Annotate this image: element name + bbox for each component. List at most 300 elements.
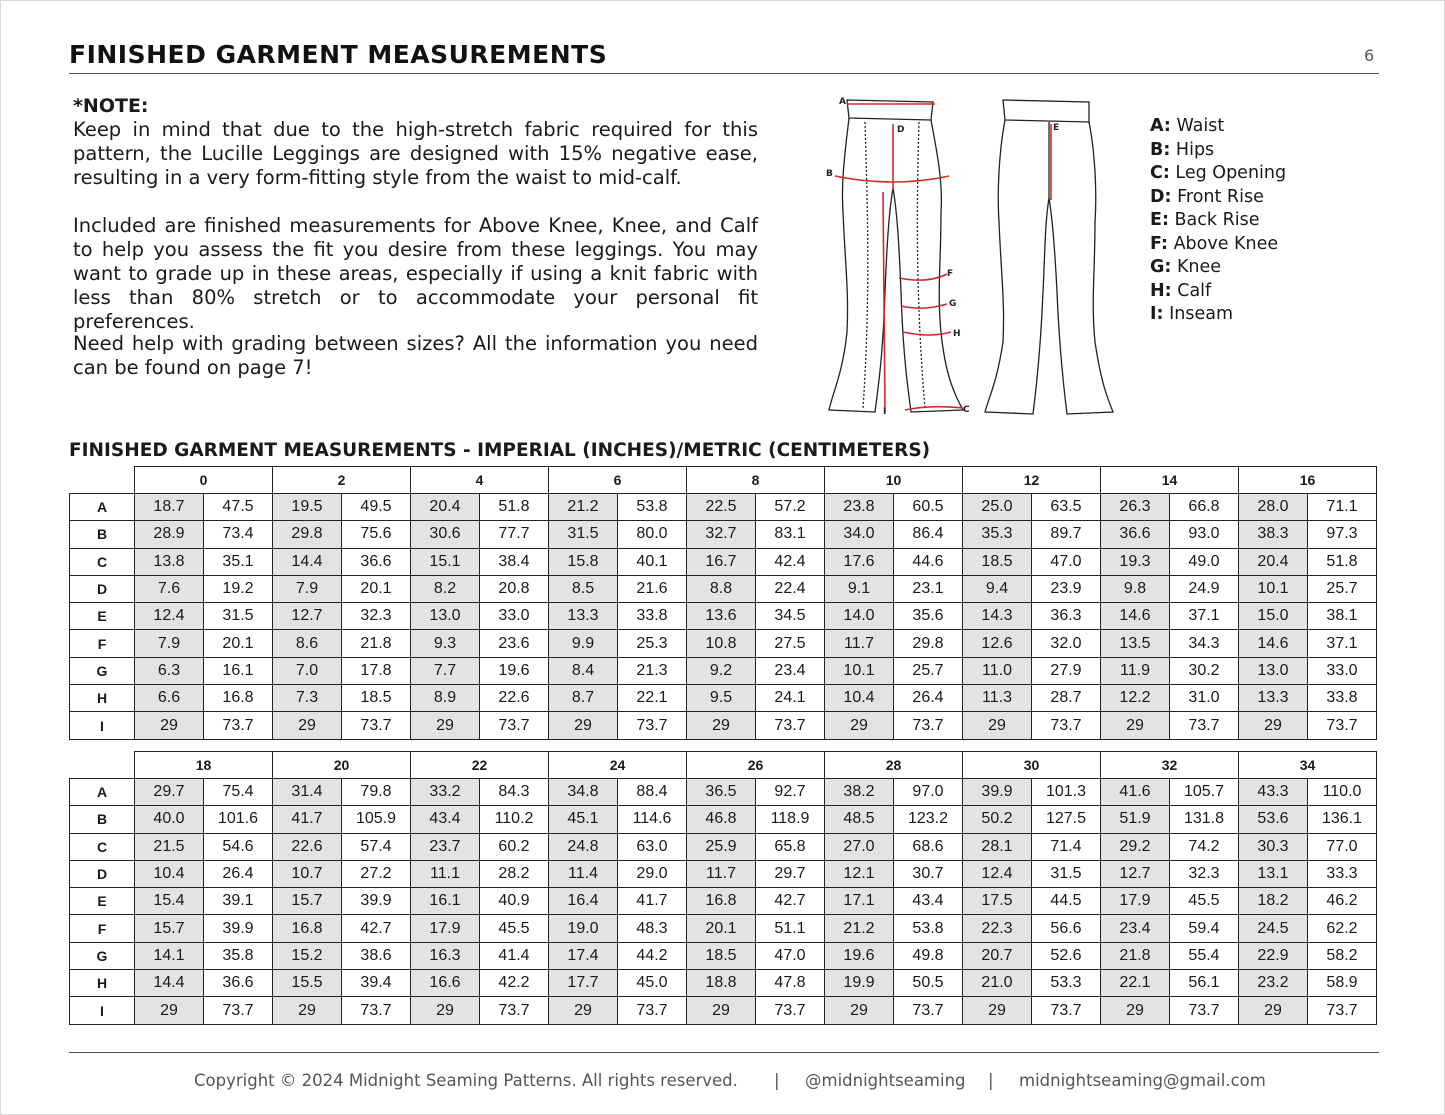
inch-cell: 15.5: [273, 970, 342, 997]
cm-cell: 38.6: [342, 942, 411, 969]
cm-cell: 33.8: [618, 603, 687, 630]
cm-cell: 40.9: [480, 888, 549, 915]
cm-cell: 118.9: [756, 806, 825, 833]
legend-key: E:: [1150, 210, 1169, 230]
cm-cell: 49.8: [894, 942, 963, 969]
legend-label: Hips: [1175, 139, 1215, 160]
note-heading: *NOTE:: [73, 95, 149, 117]
cm-cell: 51.1: [756, 915, 825, 942]
inch-cell: 22.1: [1101, 970, 1170, 997]
cm-cell: 57.4: [342, 833, 411, 860]
diagram-label-e: E: [1053, 123, 1060, 133]
cm-cell: 73.7: [1170, 997, 1239, 1024]
inch-cell: 6.6: [135, 685, 204, 712]
cm-cell: 25.3: [618, 630, 687, 657]
diagram-label-f: F: [947, 269, 954, 279]
inch-cell: 29: [273, 712, 342, 739]
inch-cell: 21.8: [1101, 942, 1170, 969]
inch-cell: 19.0: [549, 915, 618, 942]
cm-cell: 21.6: [618, 575, 687, 602]
cm-cell: 73.7: [618, 997, 687, 1024]
table-row: [70, 548, 1377, 575]
inch-cell: 13.1: [1239, 860, 1308, 887]
row-label: H: [70, 970, 135, 997]
cm-cell: 62.2: [1308, 915, 1377, 942]
cm-cell: 36.3: [1032, 603, 1101, 630]
inch-cell: 23.7: [411, 833, 480, 860]
table-row: [70, 685, 1377, 712]
inch-cell: 29.8: [273, 521, 342, 548]
cm-cell: 73.7: [1308, 712, 1377, 739]
cm-cell: 20.1: [342, 575, 411, 602]
cm-cell: 47.0: [756, 942, 825, 969]
inch-cell: 10.8: [687, 630, 756, 657]
table-row: [70, 521, 1377, 548]
row-label: H: [70, 685, 135, 712]
cm-cell: 27.9: [1032, 657, 1101, 684]
size-header: 12: [963, 467, 1101, 494]
cm-cell: 38.1: [1308, 603, 1377, 630]
inch-cell: 14.6: [1239, 630, 1308, 657]
cm-cell: 56.6: [1032, 915, 1101, 942]
inch-cell: 17.1: [825, 888, 894, 915]
cm-cell: 40.1: [618, 548, 687, 575]
cm-cell: 136.1: [1308, 806, 1377, 833]
inch-cell: 28.9: [135, 521, 204, 548]
inch-cell: 43.3: [1239, 779, 1308, 806]
page-title: FINISHED GARMENT MEASUREMENTS: [69, 40, 608, 69]
cm-cell: 83.1: [756, 521, 825, 548]
inch-cell: 11.3: [963, 685, 1032, 712]
inch-cell: 31.4: [273, 779, 342, 806]
inch-cell: 14.1: [135, 942, 204, 969]
inch-cell: 32.7: [687, 521, 756, 548]
inch-cell: 18.8: [687, 970, 756, 997]
legend-key: C:: [1150, 163, 1170, 183]
cm-cell: 23.9: [1032, 575, 1101, 602]
diagram-label-c: C: [963, 405, 970, 415]
cm-cell: 42.2: [480, 970, 549, 997]
cm-cell: 19.6: [480, 657, 549, 684]
row-label: A: [70, 779, 135, 806]
size-header: 30: [963, 752, 1101, 779]
cm-cell: 23.6: [480, 630, 549, 657]
table-row: [70, 779, 1377, 806]
legend-item: [1150, 139, 1286, 163]
cm-cell: 97.3: [1308, 521, 1377, 548]
cm-cell: 53.3: [1032, 970, 1101, 997]
inch-cell: 29: [549, 997, 618, 1024]
inch-cell: 16.1: [411, 888, 480, 915]
inch-cell: 50.2: [963, 806, 1032, 833]
back-waistband: [1003, 100, 1089, 122]
table-row: [70, 630, 1377, 657]
row-label: C: [70, 548, 135, 575]
cm-cell: 31.5: [204, 603, 273, 630]
legend-item: [1150, 186, 1286, 210]
inch-cell: 29: [1239, 997, 1308, 1024]
footer-copyright: Copyright © 2024 Midnight Seaming Patterns. All rights reserved.: [194, 1071, 738, 1090]
inch-cell: 29: [411, 712, 480, 739]
cm-cell: 88.4: [618, 779, 687, 806]
cm-cell: 34.3: [1170, 630, 1239, 657]
table-row: [70, 915, 1377, 942]
size-header: 18: [135, 752, 273, 779]
inch-cell: 41.6: [1101, 779, 1170, 806]
inch-cell: 25.0: [963, 494, 1032, 521]
table-row: [70, 657, 1377, 684]
inch-cell: 29: [963, 712, 1032, 739]
inch-cell: 36.5: [687, 779, 756, 806]
legend-key: G:: [1150, 257, 1172, 277]
inch-cell: 22.3: [963, 915, 1032, 942]
cm-cell: 42.4: [756, 548, 825, 575]
row-label: B: [70, 521, 135, 548]
cm-cell: 73.4: [204, 521, 273, 548]
inch-cell: 26.3: [1101, 494, 1170, 521]
cm-cell: 73.7: [756, 997, 825, 1024]
inch-cell: 29: [135, 712, 204, 739]
cm-cell: 75.6: [342, 521, 411, 548]
cm-cell: 30.7: [894, 860, 963, 887]
legend-item: [1150, 233, 1286, 257]
inch-cell: 33.2: [411, 779, 480, 806]
cm-cell: 68.6: [894, 833, 963, 860]
cm-cell: 26.4: [894, 685, 963, 712]
inch-cell: 10.7: [273, 860, 342, 887]
inch-cell: 15.7: [273, 888, 342, 915]
size-header: 0: [135, 467, 273, 494]
inch-cell: 41.7: [273, 806, 342, 833]
inch-cell: 16.8: [273, 915, 342, 942]
cm-cell: 53.8: [894, 915, 963, 942]
cm-cell: 24.1: [756, 685, 825, 712]
cm-cell: 56.1: [1170, 970, 1239, 997]
inch-cell: 14.6: [1101, 603, 1170, 630]
inch-cell: 8.5: [549, 575, 618, 602]
row-label: D: [70, 575, 135, 602]
size-header: 4: [411, 467, 549, 494]
inch-cell: 29: [411, 997, 480, 1024]
cm-cell: 22.4: [756, 575, 825, 602]
inch-cell: 19.5: [273, 494, 342, 521]
inch-cell: 51.9: [1101, 806, 1170, 833]
title-divider: [69, 73, 1379, 74]
cm-cell: 46.2: [1308, 888, 1377, 915]
cm-cell: 25.7: [894, 657, 963, 684]
cm-cell: 31.5: [1032, 860, 1101, 887]
cm-cell: 80.0: [618, 521, 687, 548]
inch-cell: 12.4: [135, 603, 204, 630]
cm-cell: 32.3: [342, 603, 411, 630]
cm-cell: 20.1: [204, 630, 273, 657]
inch-cell: 22.5: [687, 494, 756, 521]
inch-cell: 23.4: [1101, 915, 1170, 942]
inch-cell: 11.0: [963, 657, 1032, 684]
cm-cell: 38.4: [480, 548, 549, 575]
size-header: 10: [825, 467, 963, 494]
measurement-legend: [1150, 115, 1286, 327]
cm-cell: 77.0: [1308, 833, 1377, 860]
cm-cell: 73.7: [894, 712, 963, 739]
legend-label: Waist: [1176, 116, 1225, 136]
cm-cell: 54.6: [204, 833, 273, 860]
inch-cell: 29: [687, 712, 756, 739]
cm-cell: 33.0: [1308, 657, 1377, 684]
cm-cell: 84.3: [480, 779, 549, 806]
cm-cell: 92.7: [756, 779, 825, 806]
cm-cell: 44.6: [894, 548, 963, 575]
inch-cell: 11.1: [411, 860, 480, 887]
inch-cell: 13.0: [411, 603, 480, 630]
footer-instagram: @midnightseaming: [805, 1071, 966, 1090]
inch-cell: 12.7: [1101, 860, 1170, 887]
inch-cell: 8.9: [411, 685, 480, 712]
cm-cell: 73.7: [1032, 712, 1101, 739]
inch-cell: 31.5: [549, 521, 618, 548]
cm-cell: 44.2: [618, 942, 687, 969]
table-row: [70, 970, 1377, 997]
cm-cell: 33.3: [1308, 860, 1377, 887]
cm-cell: 63.5: [1032, 494, 1101, 521]
table-row: [70, 806, 1377, 833]
inch-cell: 29: [1239, 712, 1308, 739]
inch-cell: 53.6: [1239, 806, 1308, 833]
inch-cell: 30.3: [1239, 833, 1308, 860]
cm-cell: 28.7: [1032, 685, 1101, 712]
cm-cell: 32.3: [1170, 860, 1239, 887]
inch-cell: 9.5: [687, 685, 756, 712]
inch-cell: 29: [963, 997, 1032, 1024]
table-row: [70, 942, 1377, 969]
inch-cell: 16.6: [411, 970, 480, 997]
inch-cell: 29.2: [1101, 833, 1170, 860]
cm-cell: 73.7: [1170, 712, 1239, 739]
table-row: [70, 888, 1377, 915]
note-paragraph-grading: Need help with grading between sizes? All the information you need can be found on page 7!: [73, 332, 758, 379]
legend-key: H:: [1150, 280, 1172, 301]
cm-cell: 127.5: [1032, 806, 1101, 833]
leggings-diagram: [823, 92, 1123, 422]
inch-cell: 40.0: [135, 806, 204, 833]
cm-cell: 65.8: [756, 833, 825, 860]
cm-cell: 51.8: [1308, 548, 1377, 575]
cm-cell: 47.0: [1032, 548, 1101, 575]
cm-cell: 123.2: [894, 806, 963, 833]
table-row: [70, 575, 1377, 602]
row-label: E: [70, 888, 135, 915]
diagram-label-a: A: [839, 97, 846, 107]
table-corner: [70, 467, 135, 494]
inch-cell: 13.5: [1101, 630, 1170, 657]
cm-cell: 51.8: [480, 494, 549, 521]
cm-cell: 29.7: [756, 860, 825, 887]
inch-cell: 17.9: [1101, 888, 1170, 915]
row-label: F: [70, 630, 135, 657]
cm-cell: 73.7: [342, 712, 411, 739]
inch-cell: 15.7: [135, 915, 204, 942]
legend-item: [1150, 115, 1286, 139]
table-row: [70, 494, 1377, 521]
diagram-label-g: G: [949, 299, 957, 309]
cm-cell: 35.1: [204, 548, 273, 575]
cm-cell: 73.7: [204, 997, 273, 1024]
inch-cell: 15.8: [549, 548, 618, 575]
cm-cell: 73.7: [204, 712, 273, 739]
inch-cell: 17.9: [411, 915, 480, 942]
cm-cell: 73.7: [756, 712, 825, 739]
cm-cell: 52.6: [1032, 942, 1101, 969]
inch-cell: 10.4: [135, 860, 204, 887]
inch-cell: 7.0: [273, 657, 342, 684]
inch-cell: 29: [687, 997, 756, 1024]
inch-cell: 6.3: [135, 657, 204, 684]
inch-cell: 36.6: [1101, 521, 1170, 548]
inch-cell: 7.9: [273, 575, 342, 602]
inch-cell: 11.7: [825, 630, 894, 657]
cm-cell: 60.2: [480, 833, 549, 860]
size-header: 2: [273, 467, 411, 494]
cm-cell: 73.7: [1032, 997, 1101, 1024]
cm-cell: 60.5: [894, 494, 963, 521]
cm-cell: 45.0: [618, 970, 687, 997]
cm-cell: 47.8: [756, 970, 825, 997]
inch-cell: 8.7: [549, 685, 618, 712]
legend-item: [1150, 303, 1286, 327]
inch-cell: 10.1: [825, 657, 894, 684]
inch-cell: 7.7: [411, 657, 480, 684]
inch-cell: 15.4: [135, 888, 204, 915]
inch-cell: 16.3: [411, 942, 480, 969]
row-label: F: [70, 915, 135, 942]
cm-cell: 59.4: [1170, 915, 1239, 942]
cm-cell: 34.5: [756, 603, 825, 630]
inch-cell: 7.6: [135, 575, 204, 602]
inch-cell: 8.8: [687, 575, 756, 602]
cm-cell: 32.0: [1032, 630, 1101, 657]
cm-cell: 26.4: [204, 860, 273, 887]
inch-cell: 13.0: [1239, 657, 1308, 684]
inch-cell: 29: [549, 712, 618, 739]
inch-cell: 10.4: [825, 685, 894, 712]
cm-cell: 101.6: [204, 806, 273, 833]
inch-cell: 29: [273, 997, 342, 1024]
cm-cell: 77.7: [480, 521, 549, 548]
cm-cell: 37.1: [1308, 630, 1377, 657]
cm-cell: 41.4: [480, 942, 549, 969]
row-label: D: [70, 860, 135, 887]
cm-cell: 37.1: [1170, 603, 1239, 630]
inch-cell: 24.5: [1239, 915, 1308, 942]
size-header: 24: [549, 752, 687, 779]
inch-cell: 17.4: [549, 942, 618, 969]
inch-cell: 15.2: [273, 942, 342, 969]
inch-cell: 20.1: [687, 915, 756, 942]
cm-cell: 29.0: [618, 860, 687, 887]
cm-cell: 73.7: [618, 712, 687, 739]
cm-cell: 45.5: [1170, 888, 1239, 915]
cm-cell: 30.2: [1170, 657, 1239, 684]
inch-cell: 21.0: [963, 970, 1032, 997]
cm-cell: 36.6: [342, 548, 411, 575]
table-row: [70, 860, 1377, 887]
cm-cell: 27.2: [342, 860, 411, 887]
cm-cell: 48.3: [618, 915, 687, 942]
inch-cell: 29: [135, 997, 204, 1024]
cm-cell: 73.7: [1308, 997, 1377, 1024]
row-label: G: [70, 657, 135, 684]
cm-cell: 39.1: [204, 888, 273, 915]
inch-cell: 22.9: [1239, 942, 1308, 969]
inch-cell: 48.5: [825, 806, 894, 833]
inch-cell: 29.7: [135, 779, 204, 806]
inch-cell: 14.4: [135, 970, 204, 997]
cm-cell: 41.7: [618, 888, 687, 915]
size-header: 6: [549, 467, 687, 494]
inch-cell: 13.8: [135, 548, 204, 575]
inch-cell: 8.4: [549, 657, 618, 684]
inch-cell: 18.7: [135, 494, 204, 521]
legend-label: Inseam: [1169, 304, 1234, 324]
cm-cell: 57.2: [756, 494, 825, 521]
cm-cell: 42.7: [342, 915, 411, 942]
legend-key: F:: [1150, 233, 1168, 254]
inch-cell: 8.6: [273, 630, 342, 657]
footer-separator: |: [988, 1071, 994, 1090]
inch-cell: 17.6: [825, 548, 894, 575]
table-section-title: FINISHED GARMENT MEASUREMENTS - IMPERIAL (INCHES)/METRIC (CENTIMETERS): [69, 440, 931, 461]
inch-cell: 13.3: [549, 603, 618, 630]
cm-cell: 74.2: [1170, 833, 1239, 860]
inch-cell: 9.3: [411, 630, 480, 657]
measurement-table-sizes-0-16: [69, 466, 1377, 740]
inch-cell: 17.7: [549, 970, 618, 997]
inch-cell: 25.9: [687, 833, 756, 860]
legend-label: Above Knee: [1173, 233, 1279, 254]
cm-cell: 39.9: [342, 888, 411, 915]
cm-cell: 58.9: [1308, 970, 1377, 997]
cm-cell: 43.4: [894, 888, 963, 915]
row-label: I: [70, 997, 135, 1024]
inch-cell: 15.0: [1239, 603, 1308, 630]
measurement-table-sizes-18-34: [69, 751, 1377, 1025]
size-header: 22: [411, 752, 549, 779]
inch-cell: 7.3: [273, 685, 342, 712]
inch-cell: 35.3: [963, 521, 1032, 548]
inch-cell: 9.9: [549, 630, 618, 657]
note-paragraph-ease: Keep in mind that due to the high-stretch fabric required for this pattern, the Lucille Leggings are designed with 15% negative ease, resulting in a very form-fitting style from the waist to mid-calf.: [73, 118, 758, 189]
legend-item: [1150, 209, 1286, 233]
inch-cell: 23.8: [825, 494, 894, 521]
inch-cell: 23.2: [1239, 970, 1308, 997]
cm-cell: 110.2: [480, 806, 549, 833]
inch-cell: 29: [825, 712, 894, 739]
inch-cell: 12.4: [963, 860, 1032, 887]
legend-item: [1150, 256, 1286, 280]
table-row: [70, 603, 1377, 630]
cm-cell: 31.0: [1170, 685, 1239, 712]
cm-cell: 23.4: [756, 657, 825, 684]
cm-cell: 21.8: [342, 630, 411, 657]
size-header: 14: [1101, 467, 1239, 494]
row-label: I: [70, 712, 135, 739]
inch-cell: 38.2: [825, 779, 894, 806]
cm-cell: 17.8: [342, 657, 411, 684]
cm-cell: 36.6: [204, 970, 273, 997]
inch-cell: 10.1: [1239, 575, 1308, 602]
row-label: C: [70, 833, 135, 860]
size-header: 34: [1239, 752, 1377, 779]
